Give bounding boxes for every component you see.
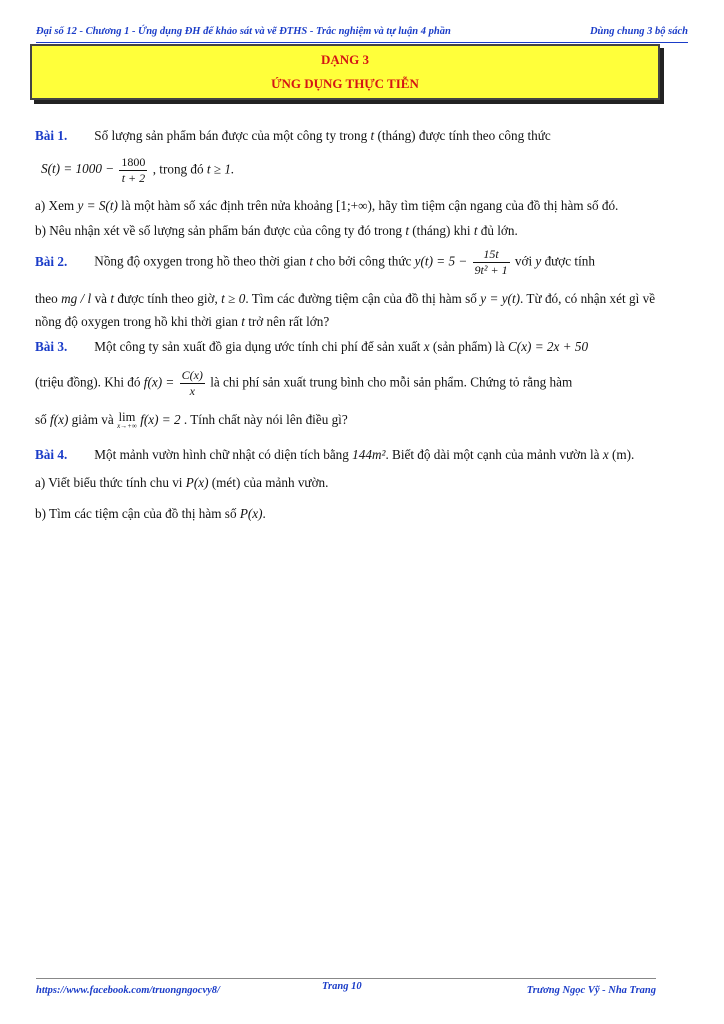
part-b-text: b) Nêu nhận xét về số lượng sản phẩm bán được của công ty đó trong [35, 223, 403, 238]
fraction-numerator: 15t [473, 247, 510, 263]
math-expr: f(x) [50, 411, 69, 427]
bai3-final [35, 411, 655, 431]
bai3-text: giảm và [71, 411, 114, 427]
bai1-label: Bài 1. [35, 128, 68, 143]
bai3-label: Bài 3. [35, 339, 68, 354]
math-var: t [405, 223, 409, 238]
math-unit: mg / l [61, 291, 92, 307]
page-number: Trang 10 [322, 981, 362, 992]
footer-author: Trương Ngọc Vỹ - Nha Trang [526, 985, 656, 996]
math-expr: y = y(t) [480, 291, 520, 307]
math-expr: 144m² [352, 447, 386, 462]
fraction-denominator: t + 2 [121, 170, 146, 185]
bai2-text: Nồng độ oxygen trong hồ theo thời gian [94, 253, 307, 269]
math-var: t [473, 223, 478, 238]
document-body [35, 128, 655, 522]
bai4-statement [35, 444, 655, 465]
math-var: y [535, 253, 542, 269]
math-expr: f(x) = 2 [140, 411, 181, 427]
bai1-condition: t ≥ 1. [206, 161, 235, 177]
bai2-text: cho bởi công thức [316, 253, 412, 269]
math-expr: f(x) = [143, 374, 175, 390]
limit-word: lim [118, 409, 136, 424]
bai4-text: Một mảnh vườn hình chữ nhật có diện tích bằng [94, 447, 349, 462]
part-b-text: . [262, 505, 266, 521]
fraction-numerator: C(x) [181, 367, 203, 382]
bai3-text: Một công ty sản xuất đồ gia dụng ước tính chi phí để sản xuất [94, 339, 421, 354]
part-a-text: , hãy tìm tiệm cận ngang của đồ thị hàm số đó. [371, 197, 619, 213]
bai1-text: , trong đó [152, 161, 204, 177]
bai1-text: (tháng) được tính theo công thức [377, 128, 551, 143]
header-series: Dùng chung 3 bộ sách [589, 26, 688, 37]
math-expr: P(x) [239, 505, 263, 521]
bai2-fraction [473, 247, 510, 278]
math-var: x [423, 339, 430, 354]
fraction-denominator: x [189, 383, 195, 398]
bai3-text: (sản phẩm) là [432, 339, 505, 354]
bai1-part-a [35, 198, 655, 215]
bai2-continued [35, 288, 655, 333]
limit-subscript: x→+∞ [117, 422, 137, 430]
bai1-text: Số lượng sản phẩm bán được của một công ty trong [94, 128, 368, 143]
math-expr: t ≥ 0 [221, 291, 246, 307]
bai4-label: Bài 4. [35, 447, 68, 462]
bai2-text: theo [35, 291, 58, 307]
bai2-formula: y(t) = 5 − [414, 253, 468, 269]
bai2-text: trở nên rất lớn? [248, 313, 330, 329]
bai4-part-a [35, 475, 655, 492]
bai1-formula-line [35, 155, 655, 186]
part-b-text: (tháng) khi [412, 223, 471, 238]
header-divider [36, 42, 688, 43]
math-var: t [309, 253, 313, 269]
bai2-text: với [514, 253, 533, 269]
part-b-text: đủ lớn. [480, 223, 518, 238]
banner-subtitle: ỨNG DỤNG THỰC TIỄN [271, 76, 419, 91]
bai4-part-b [35, 506, 655, 523]
part-a-text: (mét) của mảnh vườn. [211, 475, 329, 491]
math-expr: [1;+∞) [335, 197, 372, 213]
limit-expression [117, 411, 137, 431]
part-a-text: a) Xem [35, 197, 75, 213]
bai2-label: Bài 2. [35, 253, 68, 269]
part-a-text: là một hàm số xác định trên nửa khoảng [121, 197, 333, 213]
bai1-formula: S(t) = 1000 − [41, 161, 115, 177]
footer-divider [36, 978, 656, 979]
bai3-text: (triệu đồng). Khi đó [35, 374, 141, 390]
part-a-text: a) Viết biểu thức tính chu vi [35, 475, 183, 491]
bai3-text: là chi phí sản xuất trung bình cho mỗi sản phẩm. Chứng tỏ rằng hàm [210, 374, 573, 390]
math-var: x [602, 447, 609, 462]
bai1-statement [35, 128, 655, 145]
bai2-text: và [94, 291, 108, 307]
bai2-text: . Tìm các đường tiệm cận của đồ thị hàm số [245, 291, 477, 307]
math-var: t [110, 291, 115, 307]
math-var: t [241, 313, 245, 329]
banner-title: DẠNG 3 [320, 52, 370, 67]
bai2-text: được tính [544, 253, 595, 269]
math-var: t [370, 128, 375, 143]
header-title: Đại số 12 - Chương 1 - Ứng dụng ĐH để khảo sát và vẽ ĐTHS - Trắc nghiệm và tự luận 4 phần [36, 26, 451, 37]
bai2-text: được tính theo giờ, [117, 291, 218, 307]
bai2-statement [35, 247, 655, 278]
math-expr: y = S(t) [77, 197, 118, 213]
bai1-fraction [119, 155, 147, 186]
fraction-numerator: 1800 [121, 154, 146, 169]
bai3-continued [35, 368, 655, 399]
page-footer [36, 978, 656, 996]
bai3-text: số [35, 411, 47, 427]
math-expr: C(x) = 2x + 50 [508, 339, 589, 354]
bai4-text: . Biết độ dài một cạnh của mảnh vườn là [385, 447, 600, 462]
section-banner [30, 44, 660, 100]
bai2-text: . Từ đó, có nhận xét gì về nồng độ oxygen trong hồ khi thời gian [35, 291, 656, 329]
part-b-text: b) Tìm các tiệm cận của đồ thị hàm số [35, 505, 237, 521]
math-expr: P(x) [185, 475, 209, 491]
bai1-part-b [35, 220, 655, 241]
fraction-denominator: 9t² + 1 [474, 263, 508, 278]
bai3-text: . Tính chất này nói lên điều gì? [183, 411, 348, 427]
bai4-text: (m). [611, 447, 635, 462]
bai3-statement [35, 339, 655, 356]
footer-link[interactable]: https://www.facebook.com/truongngocvy8/ [36, 985, 220, 996]
bai3-fraction [180, 368, 205, 399]
